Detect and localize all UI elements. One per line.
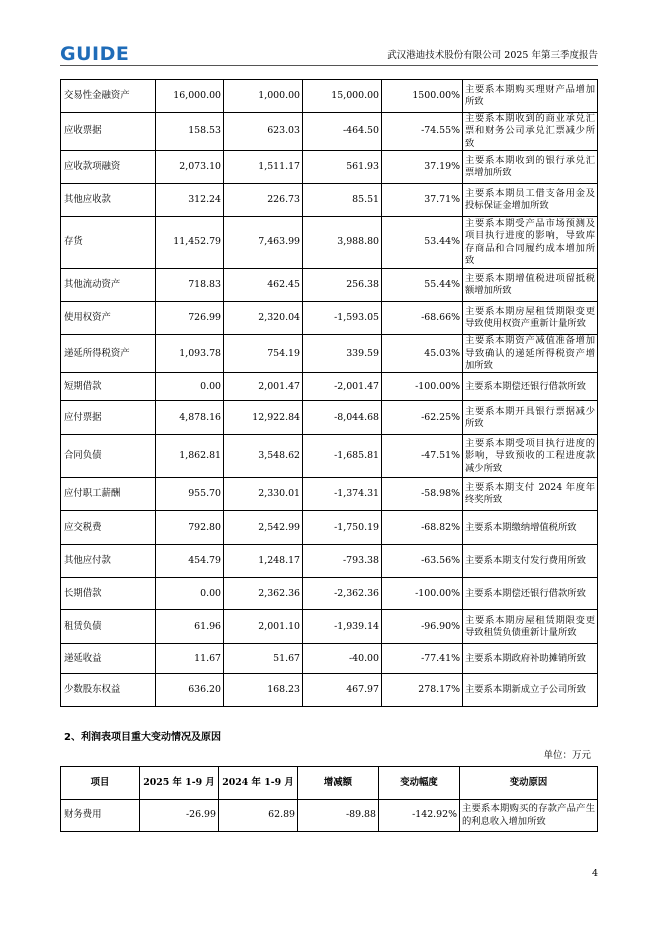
table-row <box>61 578 598 610</box>
prior-period-cell: 2,001.10 <box>224 610 303 644</box>
change-amount-cell: -2,001.47 <box>303 373 382 401</box>
item-cell: 递延所得税资产 <box>61 335 156 373</box>
table-row <box>61 644 598 674</box>
change-reason-cell: 主要系本期收到的商业承兑汇票和财务公司承兑汇票减少所致 <box>463 113 598 151</box>
current-period-cell: 4,878.16 <box>156 401 224 435</box>
table-row <box>61 335 598 373</box>
prior-period-cell: 2,001.47 <box>224 373 303 401</box>
prior-period-cell: 168.23 <box>224 674 303 707</box>
change-reason-cell: 主要系本期员工借支备用金及投标保证金增加所致 <box>463 184 598 217</box>
table-row <box>61 113 598 151</box>
item-cell: 交易性金融资产 <box>61 80 156 113</box>
table-row <box>61 610 598 644</box>
company-logo: GUIDE <box>60 43 130 65</box>
page-number: 4 <box>591 868 598 879</box>
table-row <box>61 401 598 435</box>
change-percent-cell: -100.00% <box>382 373 463 401</box>
table-row <box>61 302 598 335</box>
change-amount-cell: 561.93 <box>303 151 382 184</box>
change-reason-cell: 主要系本期偿还银行借款所致 <box>463 373 598 401</box>
prior-period-cell: 2,320.04 <box>224 302 303 335</box>
change-amount-cell: -89.88 <box>298 800 379 832</box>
current-period-cell: 11,452.79 <box>156 217 224 269</box>
change-reason-cell: 主要系本期资产减值准备增加导致确认的递延所得税资产增加所致 <box>463 335 598 373</box>
change-reason-cell: 主要系本期收到的银行承兑汇票增加所致 <box>463 151 598 184</box>
change-percent-cell: -58.98% <box>382 478 463 511</box>
change-percent-cell: -68.66% <box>382 302 463 335</box>
item-cell: 存货 <box>61 217 156 269</box>
change-percent-cell: 278.17% <box>382 674 463 707</box>
header-cell-current-period: 2025 年 1-9 月 <box>140 767 219 800</box>
current-period-cell: 16,000.00 <box>156 80 224 113</box>
change-reason-cell: 主要系本期支付 2024 年度年终奖所致 <box>463 478 598 511</box>
change-amount-cell: -1,685.81 <box>303 435 382 478</box>
item-cell: 合同负债 <box>61 435 156 478</box>
header-cell-item: 项目 <box>61 767 140 800</box>
page-header <box>60 44 598 64</box>
item-cell: 应收款项融资 <box>61 151 156 184</box>
report-title: 武汉港迪技术股份有限公司 2025 年第三季度报告 <box>387 50 598 61</box>
change-reason-cell: 主要系本期增值税进项留抵税额增加所致 <box>463 269 598 302</box>
table-row <box>61 800 598 832</box>
table-header-row <box>61 767 598 800</box>
change-percent-cell: -100.00% <box>382 578 463 610</box>
item-cell: 其他应收款 <box>61 184 156 217</box>
current-period-cell: 2,073.10 <box>156 151 224 184</box>
prior-period-cell: 12,922.84 <box>224 401 303 435</box>
item-cell: 长期借款 <box>61 578 156 610</box>
change-reason-cell: 主要系本期新成立子公司所致 <box>463 674 598 707</box>
prior-period-cell: 62.89 <box>219 800 298 832</box>
change-percent-cell: -77.41% <box>382 644 463 674</box>
change-reason-cell: 主要系本期开具银行票据减少所致 <box>463 401 598 435</box>
prior-period-cell: 1,248.17 <box>224 545 303 578</box>
current-period-cell: 726.99 <box>156 302 224 335</box>
change-percent-cell: -62.25% <box>382 401 463 435</box>
change-amount-cell: 467.97 <box>303 674 382 707</box>
current-period-cell: 61.96 <box>156 610 224 644</box>
change-percent-cell: 1500.00% <box>382 80 463 113</box>
item-cell: 租赁负债 <box>61 610 156 644</box>
change-amount-cell: 256.38 <box>303 269 382 302</box>
current-period-cell: 955.70 <box>156 478 224 511</box>
change-reason-cell: 主要系本期受产品市场预测及项目执行进度的影响，导致库存商品和合同履约成本增加所致 <box>463 217 598 269</box>
header-cell-change-percent: 变动幅度 <box>379 767 460 800</box>
item-cell: 应收票据 <box>61 113 156 151</box>
table-row <box>61 80 598 113</box>
change-amount-cell: 3,988.80 <box>303 217 382 269</box>
change-amount-cell: -1,374.31 <box>303 478 382 511</box>
prior-period-cell: 754.19 <box>224 335 303 373</box>
item-cell: 应交税费 <box>61 511 156 545</box>
header-divider <box>60 65 598 66</box>
header-cell-change-reason: 变动原因 <box>460 767 598 800</box>
change-percent-cell: 53.44% <box>382 217 463 269</box>
prior-period-cell: 1,511.17 <box>224 151 303 184</box>
unit-label: 单位：万元 <box>543 750 591 761</box>
change-amount-cell: 85.51 <box>303 184 382 217</box>
change-amount-cell: -464.50 <box>303 113 382 151</box>
change-amount-cell: -2,362.36 <box>303 578 382 610</box>
current-period-cell: 312.24 <box>156 184 224 217</box>
prior-period-cell: 2,362.36 <box>224 578 303 610</box>
change-amount-cell: -8,044.68 <box>303 401 382 435</box>
change-amount-cell: -793.38 <box>303 545 382 578</box>
item-cell: 短期借款 <box>61 373 156 401</box>
change-percent-cell: -96.90% <box>382 610 463 644</box>
change-reason-cell: 主要系本期政府补助摊销所致 <box>463 644 598 674</box>
prior-period-cell: 226.73 <box>224 184 303 217</box>
prior-period-cell: 462.45 <box>224 269 303 302</box>
change-amount-cell: -40.00 <box>303 644 382 674</box>
change-percent-cell: -63.56% <box>382 545 463 578</box>
current-period-cell: 1,093.78 <box>156 335 224 373</box>
prior-period-cell: 2,542.99 <box>224 511 303 545</box>
change-amount-cell: -1,750.19 <box>303 511 382 545</box>
current-period-cell: 636.20 <box>156 674 224 707</box>
current-period-cell: 1,862.81 <box>156 435 224 478</box>
change-percent-cell: -74.55% <box>382 113 463 151</box>
change-percent-cell: 45.03% <box>382 335 463 373</box>
change-reason-cell: 主要系本期购买的存款产品产生的利息收入增加所致 <box>460 800 598 832</box>
item-cell: 少数股东权益 <box>61 674 156 707</box>
prior-period-cell: 51.67 <box>224 644 303 674</box>
current-period-cell: -26.99 <box>140 800 219 832</box>
change-amount-cell: -1,593.05 <box>303 302 382 335</box>
current-period-cell: 792.80 <box>156 511 224 545</box>
table-row <box>61 269 598 302</box>
prior-period-cell: 7,463.99 <box>224 217 303 269</box>
prior-period-cell: 623.03 <box>224 113 303 151</box>
item-cell: 应付职工薪酬 <box>61 478 156 511</box>
table-row <box>61 545 598 578</box>
header-cell-prior-period: 2024 年 1-9 月 <box>219 767 298 800</box>
item-cell: 递延收益 <box>61 644 156 674</box>
current-period-cell: 11.67 <box>156 644 224 674</box>
current-period-cell: 454.79 <box>156 545 224 578</box>
change-reason-cell: 主要系本期房屋租赁期限变更导致租赁负债重新计量所致 <box>463 610 598 644</box>
table-row <box>61 151 598 184</box>
current-period-cell: 0.00 <box>156 373 224 401</box>
change-percent-cell: -47.51% <box>382 435 463 478</box>
change-percent-cell: 37.71% <box>382 184 463 217</box>
change-reason-cell: 主要系本期缴纳增值税所致 <box>463 511 598 545</box>
item-cell: 其他应付款 <box>61 545 156 578</box>
current-period-cell: 718.83 <box>156 269 224 302</box>
change-reason-cell: 主要系本期购买理财产品增加所致 <box>463 80 598 113</box>
table-row <box>61 674 598 707</box>
current-period-cell: 0.00 <box>156 578 224 610</box>
prior-period-cell: 3,548.62 <box>224 435 303 478</box>
table-row <box>61 373 598 401</box>
current-period-cell: 158.53 <box>156 113 224 151</box>
prior-period-cell: 2,330.01 <box>224 478 303 511</box>
change-percent-cell: 55.44% <box>382 269 463 302</box>
item-cell: 其他流动资产 <box>61 269 156 302</box>
change-percent-cell: -68.82% <box>382 511 463 545</box>
change-percent-cell: -142.92% <box>379 800 460 832</box>
item-cell: 财务费用 <box>61 800 140 832</box>
income-statement-changes-table <box>60 766 598 832</box>
change-amount-cell: 339.59 <box>303 335 382 373</box>
change-reason-cell: 主要系本期支付发行费用所致 <box>463 545 598 578</box>
change-reason-cell: 主要系本期房屋租赁期限变更导致使用权资产重新计量所致 <box>463 302 598 335</box>
balance-sheet-changes-table <box>60 79 598 707</box>
table-row <box>61 217 598 269</box>
change-amount-cell: -1,939.14 <box>303 610 382 644</box>
prior-period-cell: 1,000.00 <box>224 80 303 113</box>
section-title-income-statement: 2、利润表项目重大变动情况及原因 <box>64 732 221 743</box>
table-row <box>61 184 598 217</box>
table-row <box>61 511 598 545</box>
change-percent-cell: 37.19% <box>382 151 463 184</box>
change-reason-cell: 主要系本期受项目执行进度的影响，导致预收的工程进度款减少所致 <box>463 435 598 478</box>
change-amount-cell: 15,000.00 <box>303 80 382 113</box>
table-row <box>61 478 598 511</box>
change-reason-cell: 主要系本期偿还银行借款所致 <box>463 578 598 610</box>
header-cell-change-amount: 增减额 <box>298 767 379 800</box>
item-cell: 使用权资产 <box>61 302 156 335</box>
table-row <box>61 435 598 478</box>
item-cell: 应付票据 <box>61 401 156 435</box>
